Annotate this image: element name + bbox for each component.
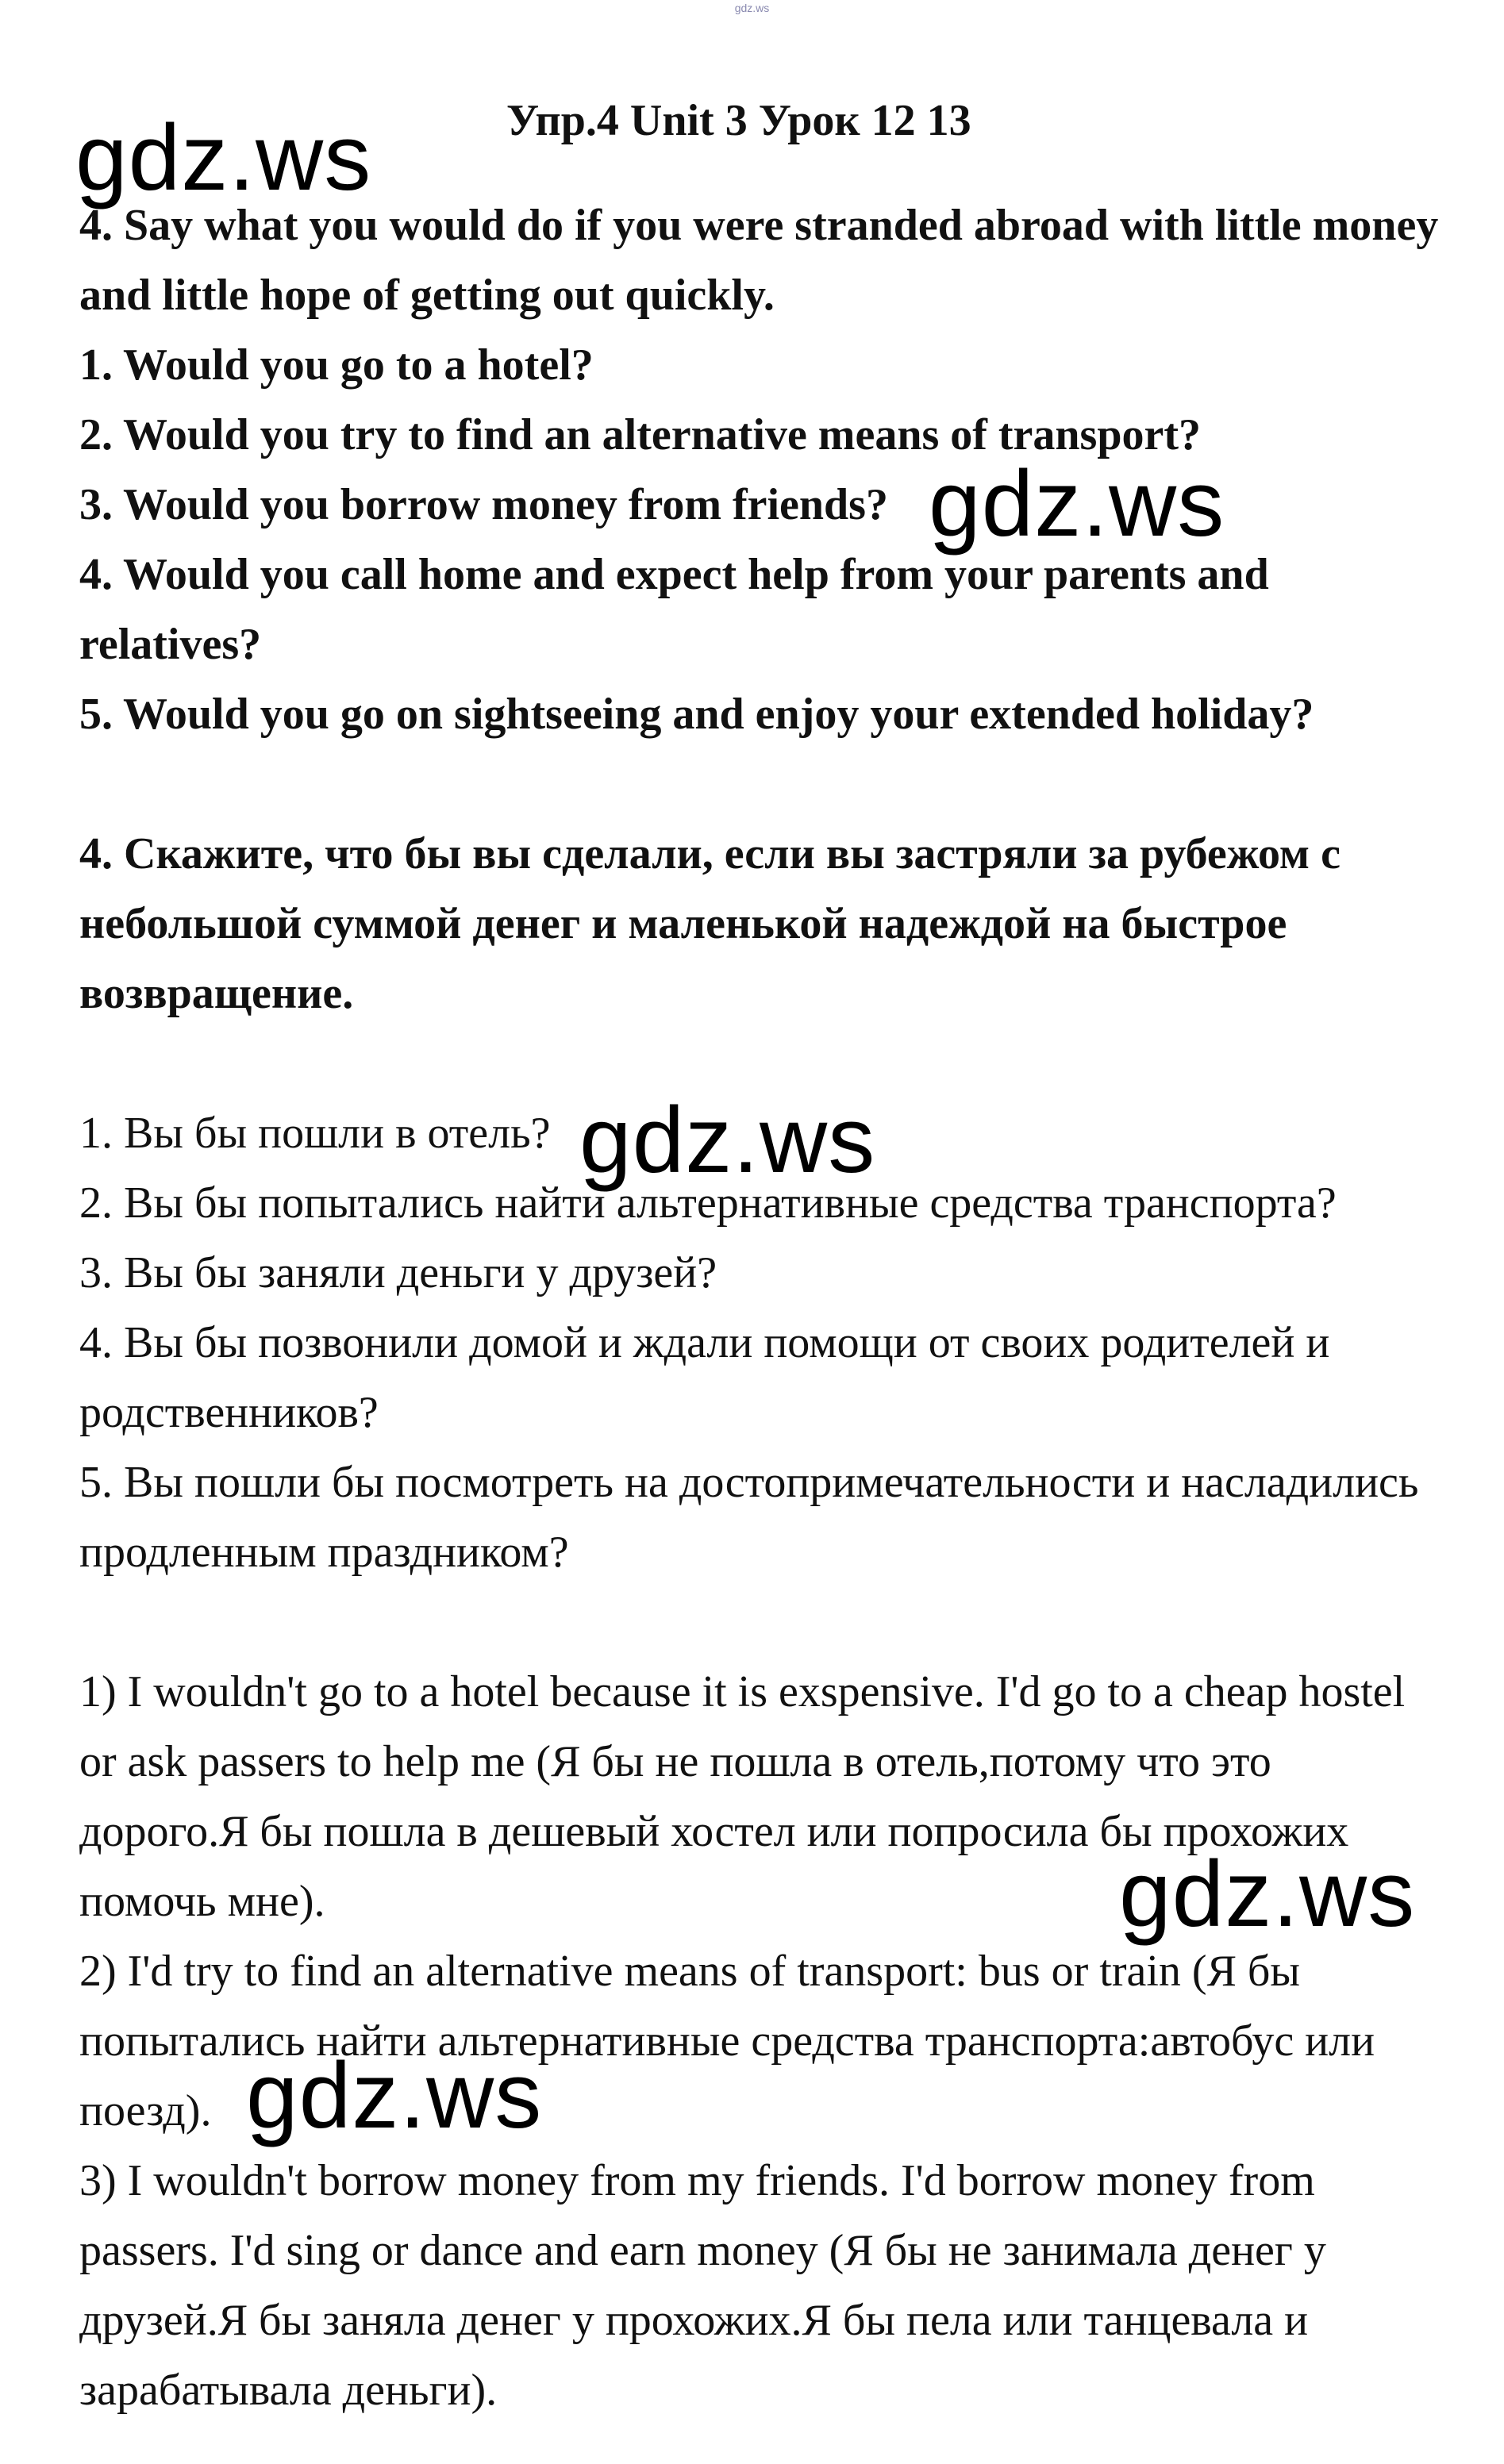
question-ru-1: 1. Вы бы пошли в отель? [79,1109,551,1158]
question-ru-4: 4. Вы бы позвонили домой и ждали помощи от своих родителей и родственников? [79,1318,1330,1437]
watermark: gdz.ws [579,1088,876,1193]
question-en-3: 3. Would you borrow money from friends? [79,480,888,529]
spacer [79,1587,1444,1657]
spacer [79,749,1444,819]
page-title: Упр.4 Unit 3 Урок 12 13 [506,96,971,145]
watermark: gdz.ws [1119,1842,1416,1947]
question-en-2: 2. Would you try to find an alternative means of transport? [79,410,1201,459]
answer-1: 1) I wouldn't go to a hotel because it is exspensive. I'd go to a cheap hostel or ask passers to help me (Я бы не пошла в отель,потому что это дорого.Я бы пошла в дешевый хостел или попросила бы прохожих помочь мне). [79,1667,1406,1926]
watermark: gdz.ws [929,452,1225,556]
site-mark: gdz.ws [734,2,770,14]
watermark: gdz.ws [75,106,372,210]
task-prompt-en: 4. Say what you would do if you were stranded abroad with little money and little hope of getting out quickly. [79,201,1439,320]
answer-2: 2) I'd try to find an alternative means of transport: bus or train (Я бы попытались найти альтернативные средства транспорта:автобус или поезд). [79,1947,1375,2135]
question-en-1: 1. Would you go to a hotel? [79,340,594,390]
question-ru-3: 3. Вы бы заняли деньги у друзей? [79,1248,717,1297]
question-en-4: 4. Would you call home and expect help from your parents and relatives? [79,550,1269,669]
question-en-5: 5. Would you go on sightseeing and enjoy your extended holiday? [79,690,1314,739]
question-ru-2: 2. Вы бы попытались найти альтернативные средства транспорта? [79,1178,1337,1228]
question-ru-5: 5. Вы пошли бы посмотреть на достопримечательности и насладились продленным праздником? [79,1458,1419,1577]
task-prompt-ru: 4. Скажите, что бы вы сделали, если вы застряли за рубежом с небольшой суммой денег и маленькой надеждой на быстрое возвращение. [79,829,1341,1018]
answer-3: 3) I wouldn't borrow money from my friends. I'd borrow money from passers. I'd sing or dance and earn money (Я бы не занимала денег у друзей.Я бы заняла денег у прохожих.Я бы пела или танцевала и зарабатывала деньги). [79,2156,1326,2415]
watermark: gdz.ws [246,2043,543,2148]
